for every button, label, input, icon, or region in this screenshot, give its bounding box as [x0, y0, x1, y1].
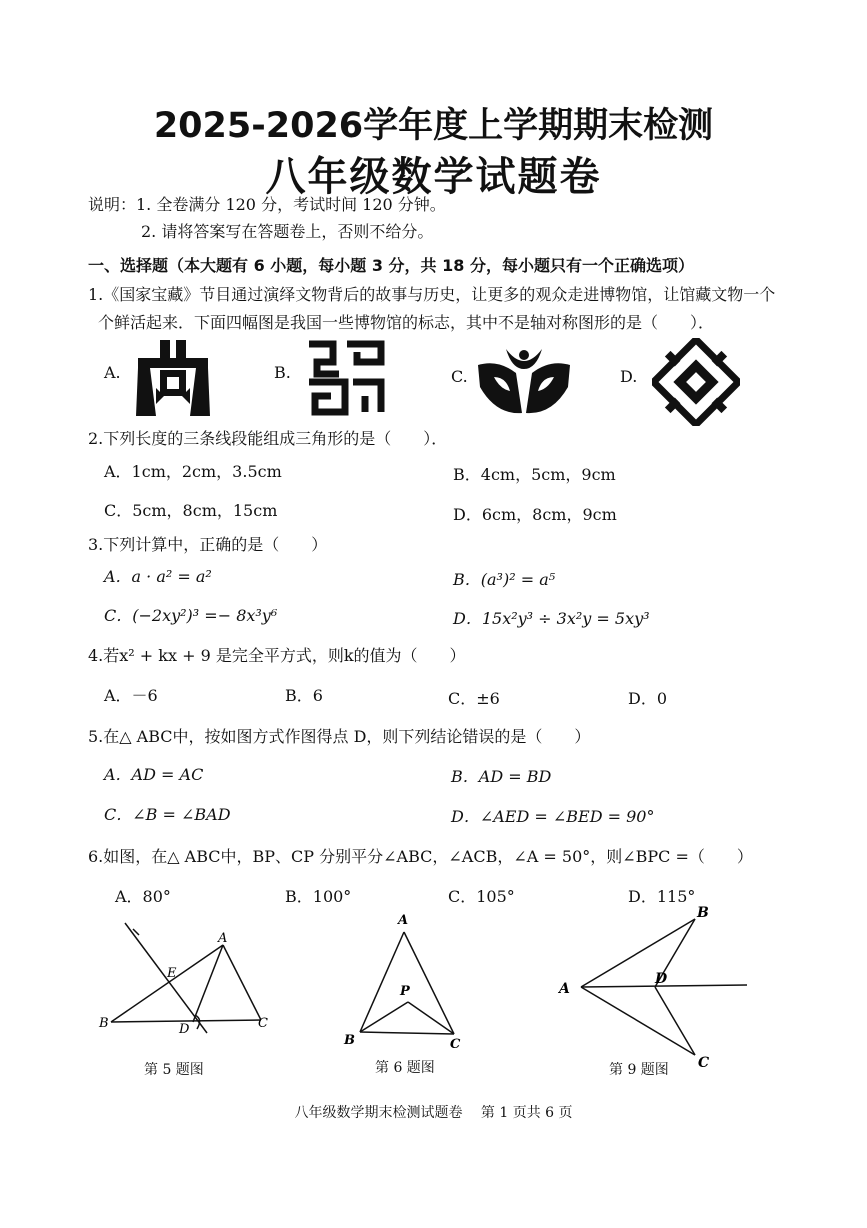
q2-option-c: C．5cm，8cm，15cm [104, 501, 278, 520]
q2-option-d: D．6cm，8cm，9cm [453, 505, 617, 524]
fig5-side-ba [111, 945, 223, 1022]
fig9-label-d: D [655, 971, 668, 987]
museum-logo-a-icon [134, 338, 212, 418]
fig6-label-a: A [398, 913, 409, 928]
instruction-line2: 2. 请将答案写在答题卷上，否则不给分。 [141, 222, 434, 241]
exam-title-line1: 2025-2026学年度上学期期末检测 [153, 106, 714, 146]
fig5-segment-ad [193, 945, 223, 1022]
q1-option-d-label: D. [620, 367, 638, 386]
exam-title-line2: 八年级数学试题卷 [265, 154, 602, 200]
q5-option-c: C．∠B = ∠BAD [104, 805, 231, 824]
fig5-label-c: C [258, 1016, 268, 1031]
fig9-label-a: A [559, 981, 570, 997]
figure-6-caption: 第 6 题图 [375, 1060, 435, 1076]
fig9-segment-ac [581, 987, 695, 1055]
q4-stem: 4.若x² + kx + 9 是完全平方式，则k的值为（ ） [88, 646, 466, 665]
fig6-label-p: P [400, 984, 410, 999]
fig5-label-b: B [99, 1016, 109, 1031]
q6-option-d: D．115° [628, 887, 696, 906]
q4-option-b: B．6 [285, 686, 323, 705]
figure-9-caption: 第 9 题图 [609, 1062, 669, 1078]
fig9-label-c: C [698, 1055, 710, 1071]
figure-5-diagram [95, 915, 285, 1040]
q5-option-b: B．AD = BD [451, 767, 552, 786]
q3-option-a: A．a · a² = a² [104, 567, 212, 586]
fig9-label-b: B [697, 905, 709, 921]
q2-option-a: A．1cm，2cm，3.5cm [104, 462, 282, 481]
fig5-side-ac [223, 945, 261, 1020]
fig6-label-b: B [344, 1033, 355, 1048]
q3-option-b: B．(a³)² = a⁵ [453, 570, 556, 589]
q6-option-c: C．105° [448, 887, 515, 906]
section1-heading: 一、选择题（本大题有 6 小题，每小题 3 分，共 18 分，每小题只有一个正确选项） [88, 256, 694, 275]
fig5-label-a: A [218, 931, 228, 946]
figure-9-diagram [555, 897, 755, 1072]
fig9-segment-cd [655, 987, 695, 1055]
fig5-perpendicular-bisector [125, 923, 207, 1033]
fig6-label-c: C [450, 1037, 461, 1050]
figure-6-diagram [340, 910, 470, 1050]
fig6-segment-cp [408, 1002, 454, 1034]
q3-option-c: C．(−2xy²)³ =− 8x³y⁶ [104, 606, 278, 625]
q3-option-d: D．15x²y³ ÷ 3x²y = 5xy³ [453, 609, 650, 628]
fig5-label-e: E [167, 966, 177, 981]
q4-option-d: D．0 [628, 689, 668, 708]
q4-option-c: C．±6 [448, 689, 500, 708]
q6-stem: 6.如图，在△ ABC中，BP、CP 分别平分∠ABC，∠ACB，∠A = 50°，则∠BPC =（ ） [88, 847, 753, 866]
q1-option-a-label: A. [104, 363, 121, 382]
instruction-line1: 说明：1. 全卷满分 120 分，考试时间 120 分钟。 [88, 195, 446, 214]
q1-option-b-label: B. [274, 363, 291, 382]
fig5-label-d: D [179, 1022, 190, 1037]
figure-5-caption: 第 5 题图 [144, 1062, 204, 1078]
q4-option-a: A．－6 [104, 686, 158, 705]
q3-stem: 3.下列计算中，正确的是（ ） [88, 535, 328, 554]
q6-option-a: A．80° [115, 887, 171, 906]
page-footer: 八年级数学期末检测试题卷 第 1 页共 6 页 [294, 1105, 573, 1121]
fig9-segment-ab [581, 919, 695, 987]
museum-logo-c-icon [476, 343, 572, 417]
q2-stem: 2.下列长度的三条线段能组成三角形的是（ ）． [88, 429, 448, 448]
q6-option-b: B．100° [285, 887, 352, 906]
fig6-side-bc [360, 1032, 454, 1034]
fig6-side-ac [404, 932, 454, 1034]
museum-logo-d-icon [652, 338, 740, 426]
q1-option-c-label: C. [451, 367, 468, 386]
q2-option-b: B．4cm，5cm，9cm [453, 465, 616, 484]
fig6-side-ab [360, 932, 404, 1032]
q1-stem-line1: 1.《国家宝藏》节目通过演绎文物背后的故事与历史，让更多的观众走进博物馆，让馆藏文物一个 [88, 285, 776, 304]
q5-stem: 5.在△ ABC中，按如图方式作图得点 D，则下列结论错误的是（ ） [88, 727, 591, 746]
q5-option-a: A．AD = AC [104, 765, 204, 784]
museum-logo-b-icon [305, 340, 385, 416]
q1-stem-line2: 个鲜活起来．下面四幅图是我国一些博物馆的标志，其中不是轴对称图形的是（ ）． [98, 313, 715, 332]
q5-option-d: D．∠AED = ∠BED = 90° [451, 807, 655, 826]
